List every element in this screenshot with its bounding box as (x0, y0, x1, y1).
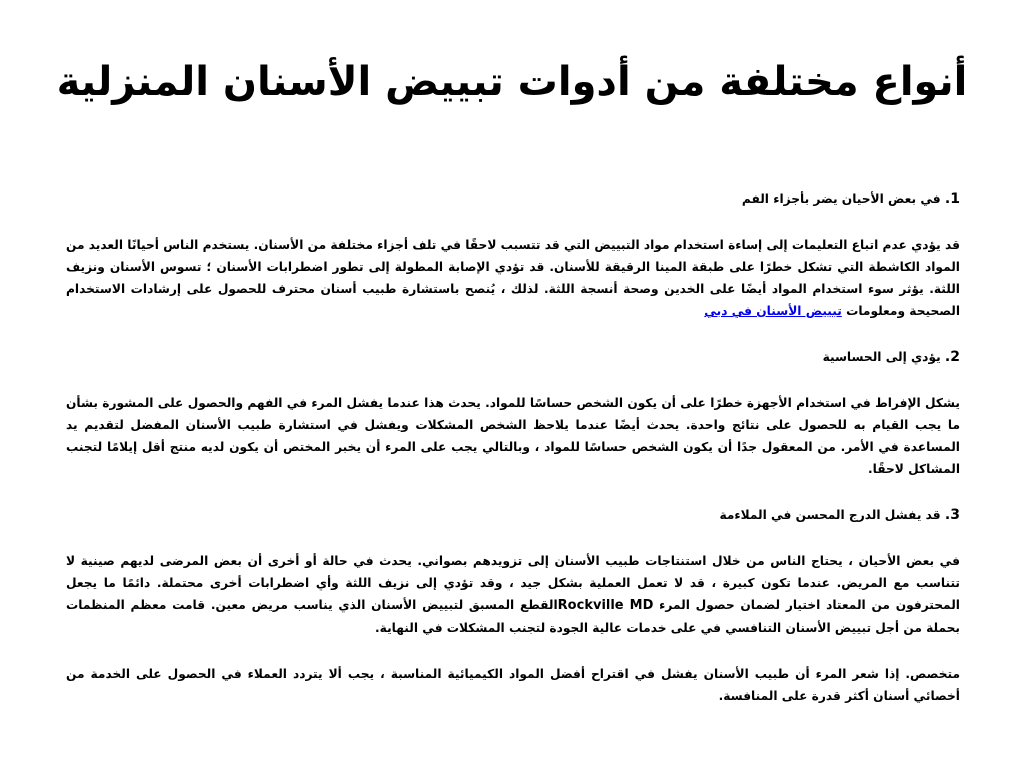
section-1-paragraph (66, 234, 960, 322)
section-3-number: 3. (944, 507, 960, 523)
section-3-paragraph (66, 550, 960, 639)
rockville-md-text: Rockville MD (557, 598, 654, 613)
section-3-heading (66, 504, 960, 526)
slide-title: أنواع مختلفة من أدوات تبييض الأسنان المنزلية (56, 59, 968, 105)
section-2-paragraph: يشكل الإفراط في استخدام الأجهزة خطرًا على أن يكون الشخص حساسًا للمواد. يحدث هذا عندما يفشل المرء في الفهم والحصول على المشورة بشأن ما يجب القيام به للحصول على نتائج واحدة. يحدث أيضًا عندما يلاحظ الشخص المشكلات ويفشل في استشارة طبيب الأسنان المفضل لتقديم يد المساعدة في الأمر. من المعقول جدًا أن يكون الشخص حساسًا للمواد ، وبالتالي يجب على المرء أن يخبر المختص أن يكون لديه منتج أقل إيلامًا لتجنب المشاكل لاحقًا. (66, 396, 960, 476)
teeth-whitening-dubai-link[interactable]: تبييض الأسنان في دبي (704, 304, 842, 318)
section-1-paragraph-text: قد يؤدي عدم اتباع التعليمات إلى إساءة استخدام مواد التبييض التي قد تتسبب لاحقًا في تلف أجزاء مختلفة من الأسنان. يستخدم الناس أحيانًا العديد من المواد الكاشطة التي تشكل خطرًا على طبقة المينا الرقيقة للأسنان. قد تؤدي الإصابة المطولة إلى تطور اضطرابات الأسنان ؛ تسوس الأسنان ونزيف اللثة. يؤثر سوء استخدام المواد أيضًا على الخدين وصحة أنسجة اللثة. لذلك ، يُنصح باستشارة طبيب أسنان محترف للحصول على إرشادات الاستخدام الصحيحة ومعلومات (66, 238, 960, 318)
section-2-heading (66, 346, 960, 368)
section-2-number: 2. (944, 349, 960, 365)
section-3-heading-text: قد يفشل الدرج المحسن في الملاءمة (719, 508, 941, 522)
closing-paragraph: متخصص. إذا شعر المرء أن طبيب الأسنان يفشل في اقتراح أفضل المواد الكيميائية المناسبة ، يجب ألا يتردد العملاء في الحصول على الخدمة من أخصائي أسنان أكثر قدرة على المنافسة. (66, 667, 960, 703)
section-1-number: 1. (944, 191, 960, 207)
section-2-heading-text: يؤدي إلى الحساسية (822, 350, 941, 364)
section-3-paragraph-before: في بعض الأحيان ، يحتاج الناس من خلال استنتاجات طبيب الأسنان إلى تزويدهم بصواني. يحدث في حالة أو أخرى أن بعض المرضى لديهم صينية لا تتناسب مع المريض. عندما تكون كبيرة ، قد لا تعمل العملية بشكل جيد ، وقد تؤدي إلى نزيف اللثة وأي اضطرابات أخرى محتملة. دائمًا ما يجعل المحترفون من المعتاد اختيار لضمان حصول المرء (66, 554, 960, 612)
section-1-heading-text: في بعض الأحيان يضر بأجزاء الفم (741, 192, 941, 206)
article-body (66, 188, 960, 731)
section-3-paragraph-after: القطع المسبق لتبييض الأسنان الذي يناسب مريض معين. قامت معظم المنظمات بحملة من أجل تبييض الأسنان التنافسي في على خدمات عالية الجودة لتجنب المشكلات في النهاية. (66, 598, 960, 635)
section-1-heading (66, 188, 960, 210)
